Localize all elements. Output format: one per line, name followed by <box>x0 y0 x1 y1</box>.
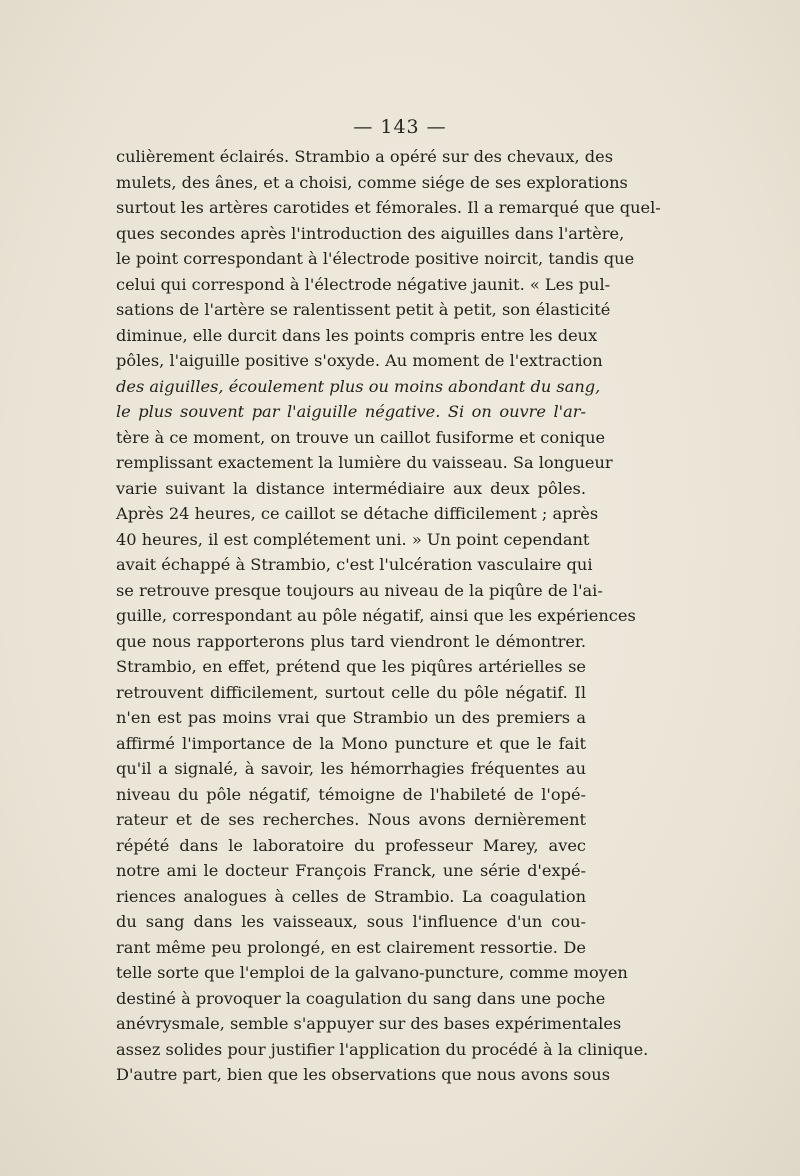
text-line: affirmé l'importance de la Mono puncture et que le fait <box>116 733 586 753</box>
text-line: celui qui correspond à l'électrode négative jaunit. « Les pul- <box>116 274 611 294</box>
text-line: surtout les artères carotides et fémorales. Il a remarqué que quel- <box>116 198 661 217</box>
text-line: diminue, elle durcit dans les points compris entre les deux <box>116 325 598 345</box>
text-line: riences analogues à celles de Strambio. La coagulation <box>116 886 586 906</box>
text-line: Après 24 heures, ce caillot se détache difficilement ; après <box>116 504 599 523</box>
text-line: D'autre part, bien que les observations que nous avons sous <box>116 1065 611 1084</box>
text-line: que nous rapporterons plus tard viendront le démontrer. <box>116 631 586 651</box>
text-line: n'en est pas moins vrai que Strambio un des premiers a <box>116 708 586 727</box>
text-line: avait échappé à Strambio, c'est l'ulcération vasculaire qui <box>116 555 593 574</box>
text-line: notre ami le docteur François Franck, une série d'expé- <box>116 861 586 880</box>
text-line: qu'il a signalé, à savoir, les hémorrhagies fréquentes au <box>116 759 586 778</box>
text-line: guille, correspondant au pôle négatif, ainsi que les expériences <box>116 606 636 625</box>
text-line: Strambio, en effet, prétend que les piqûres artérielles se <box>116 657 586 676</box>
text-line: 40 heures, il est complétement uni. » Un point cependant <box>116 529 590 549</box>
text-line: niveau du pôle négatif, témoigne de l'habileté de l'opé- <box>116 784 586 804</box>
text-line: sations de l'artère se ralentissent petit à petit, son élasticité <box>116 300 611 319</box>
text-line: remplissant exactement la lumière du vaisseau. Sa longueur <box>116 453 613 472</box>
text-line: se retrouve presque toujours au niveau de la piqûre de l'ai- <box>116 580 603 600</box>
body-text <box>116 144 661 1088</box>
text-line: répété dans le laboratoire du professeur Marey, avec <box>116 835 586 855</box>
text-line: pôles, l'aiguille positive s'oxyde. Au moment de l'extraction <box>116 351 603 370</box>
text-line: anévrysmale, semble s'appuyer sur des bases expérimentales <box>116 1014 622 1033</box>
text-line: tère à ce moment, on trouve un caillot fusiforme et conique <box>116 427 606 447</box>
text-line: destiné à provoquer la coagulation du sang dans une poche <box>116 988 606 1008</box>
text-line: le plus souvent par l'aiguille négative. Si on ouvre l'ar- <box>116 402 586 421</box>
text-line: le point correspondant à l'électrode positive noircit, tandis que <box>116 249 635 268</box>
text-line: assez solides pour justifier l'application du procédé à la clinique. <box>116 1039 649 1059</box>
text-line: ques secondes après l'introduction des aiguilles dans l'artère, <box>116 223 625 243</box>
text-line: retrouvent difficilement, surtout celle du pôle négatif. Il <box>116 682 586 702</box>
text-line: du sang dans les vaisseaux, sous l'influence d'un cou- <box>116 912 586 931</box>
text-line: culièrement éclairés. Strambio a opéré sur des chevaux, des <box>116 147 613 166</box>
text-line: mulets, des ânes, et a choisi, comme siége de ses explorations <box>116 172 628 192</box>
text-line: varie suivant la distance intermédiaire aux deux pôles. <box>116 478 586 498</box>
page-number: — 143 — <box>353 116 447 138</box>
text-line: rant même peu prolongé, en est clairement ressortie. De <box>116 937 586 957</box>
text-line: rateur et de ses recherches. Nous avons dernièrement <box>116 810 586 829</box>
text-line: telle sorte que l'emploi de la galvano-puncture, comme moyen <box>116 963 628 982</box>
text-line: des aiguilles, écoulement plus ou moins abondant du sang, <box>116 376 601 396</box>
